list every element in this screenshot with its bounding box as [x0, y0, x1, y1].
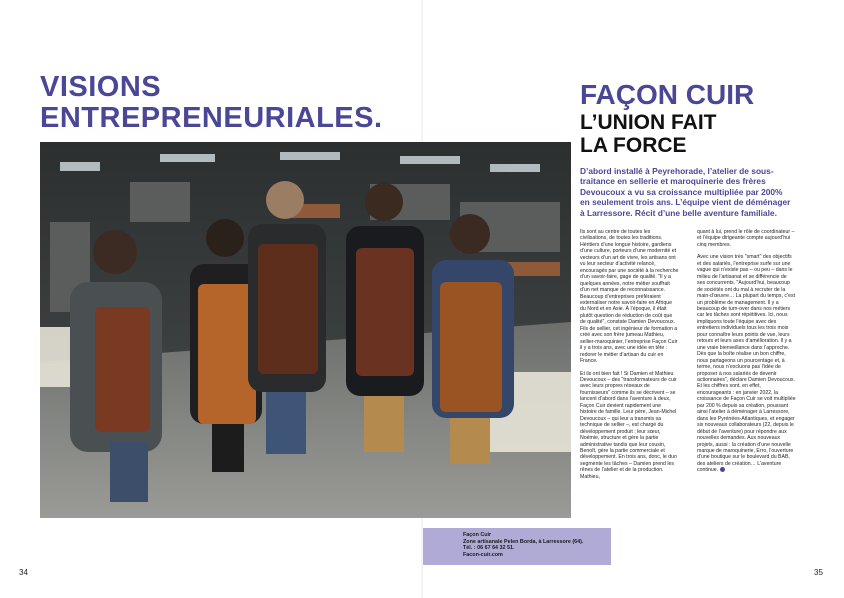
- company-address: Zone artisanale Pelen Borda, à Larressore (64).: [463, 538, 584, 545]
- article-subtitle: [580, 111, 717, 157]
- paragraph: Et ils ont bien fait ! Si Damien et Mathieu Devoucoux – des "transformateurs de cuir avec leurs propres réseaux de fournisseurs" comme ils se décrivent – se lancent d’abord dans l’aventure à deux, Façon Cuir devient rapidement une histoire de famille. Leur père, Jean-Michel Devoucoux – qui leur a transmis sa technique de sellier –, est chargé du développement produit ; leur sœur, Noémie, structure et gère la partie administrative tandis que leur cousin, Benoît, gère la partie commerciale et développement. En trois ans, donc, le duo segmente les tâches – Damien prend les rênes de l’atelier et de la production. Mathieu,: [580, 370, 677, 480]
- section-title: [40, 72, 383, 134]
- paragraph: Avec une vision très "smart" des objectifs et des salariés, l’entreprise surfe sur une vague qui n’existe pas – ou peu – dans le milieu de l’artisanat et se différencie de ses concurrents. "Aujourd’hui, beaucoup de sociétés ont du mal à recruter de la main-d’œuvre… La plupart du temps, c’est un problème de management. Il y a beaucoup de turn-over dans nos métiers car les tâches sont répétitives. Ici, nous impliquons toute l’équipe avec des entretiens individuels tous les trois mois pour connaître leurs points de vue, leurs retours et leurs axes d’amélioration. Il y a une vraie bienveillance dans l’approche. Dès que la boîte réalise un bon chiffre, nous partageons un pourcentage et, à terme, nous n’excluons pas l’idée de proposer à nos salariés de devenir actionnaires", déclare Damien Devoucoux. Et les chiffres sont, en effet, encourageants : en janvier 2022, la croissance de Façon Cuir se voit multipliée par 200 % depuis sa création, poussant ainsi l’atelier à déménager à Larressore, dans les Pyrénées-Atlantiques, et engager six nouveaux collaborateurs (22, depuis le début de l’aventure) pour répondre aux nouvelles demandes. Aux nouveaux projets, aussi : la création d’une nouvelle marque de maroquinerie, Erro, l’ouverture d’une boutique sur le boulevard du BAB, des ateliers de création… L’aventure continue.: [697, 254, 796, 474]
- article-title: FAÇON CUIR: [580, 79, 755, 110]
- paragraph: quant à lui, prend le rôle de coordinateur – et l’équipe dirigeante compte aujourd’hui cinq membres.: [697, 229, 795, 248]
- company-phone: Tél. : 06 67 64 32 51.: [463, 545, 515, 552]
- workshop-group-photo: [40, 142, 571, 518]
- article-subtitle-line1: L’UNION FAIT: [580, 111, 717, 134]
- paragraph-with-endmark: [697, 254, 796, 473]
- section-title-line1: VISIONS: [40, 71, 162, 103]
- end-mark-icon: [720, 467, 725, 472]
- page-number-right: 35: [814, 568, 823, 577]
- company-name: Façon Cuir: [463, 532, 492, 538]
- contact-infobox: [423, 528, 611, 565]
- article-subtitle-line2: LA FORCE: [580, 134, 687, 157]
- company-website: Facon-cuir.com: [463, 551, 503, 558]
- section-title-line2: ENTREPRENEURIALES.: [40, 102, 383, 134]
- article-column-2: [697, 229, 796, 480]
- article-column-1: [580, 229, 679, 486]
- paragraph: Ils sont au centre de toutes les civilisations, de toutes les traditions. Héritiers d’une longue histoire, gardiens d’une culture, porteurs d’une modernité et vecteurs d’un art de vivre, les artisans ont vu leur secteur d’activité relancé, encouragés par une société à la recherche d’un savoir-faire, gage de qualité. "Il y a quelques années, notre métier souffrait d’un net manque de reconnaissance. Beaucoup d’entreprises préféraient externaliser notre savoir-faire en Afrique du Nord et en Asie. À l’époque, il était plutôt question de réduction de coût que de qualité", constate Damien Devoucoux. Fils de sellier, cet ingénieur de formation a créé avec son frère jumeau Mathieu, sellier-maroquinier, l’entreprise Façon Cuir il y a trois ans, avec une idée en tête : redorer le métier d’artisan du cuir en France.: [580, 229, 679, 365]
- page-number-left: 34: [19, 568, 28, 577]
- article-lead: D’abord installé à Peyrehorade, l’atelier de sous-traitance en sellerie et maroquinerie des frères Devoucoux a vu sa croissance multipliée par 200% en seulement trois ans. L’équipe vient de déménager à Larressore. Récit d’une belle aventure familiale.: [580, 166, 791, 218]
